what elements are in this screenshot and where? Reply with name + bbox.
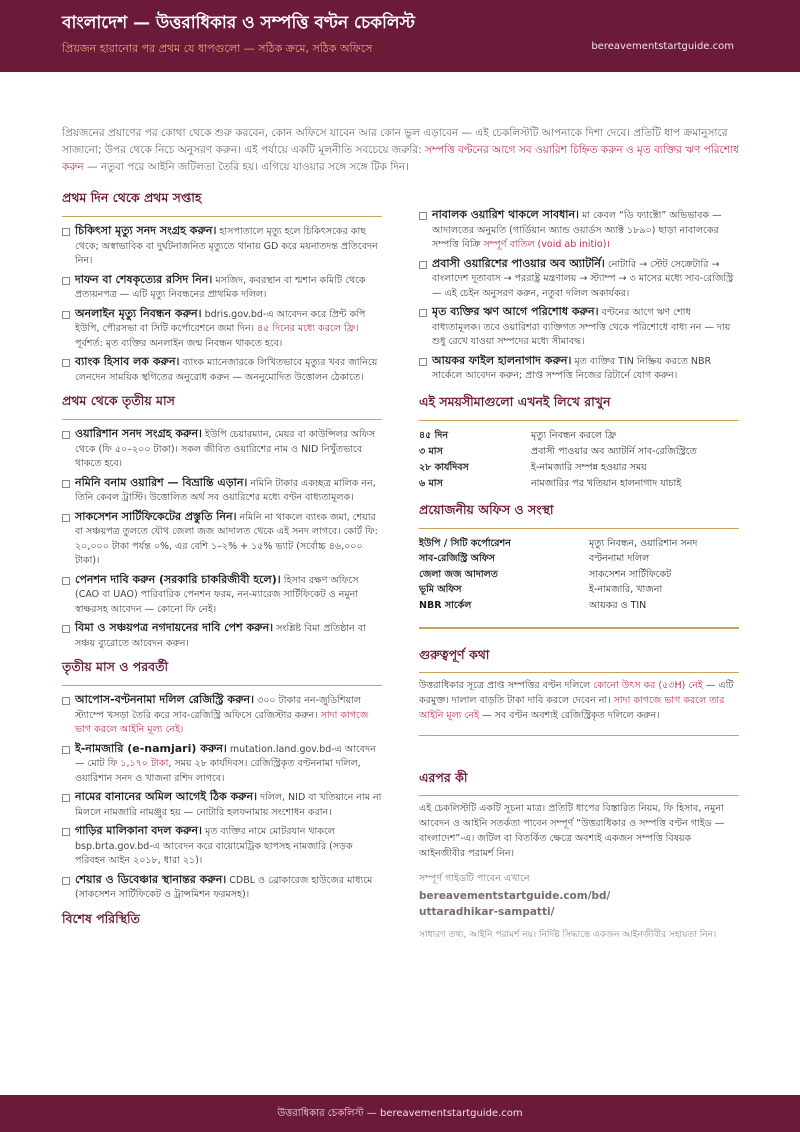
item-highlight: সম্পূর্ণ বাতিল (void ab initio)। (483, 239, 611, 250)
section-title-week1: প্রথম দিন থেকে প্রথম সপ্তাহ (62, 190, 382, 217)
checkbox[interactable] (62, 625, 70, 633)
note-highlight: কোনো উৎস কর (৫৩H) নেই (593, 679, 703, 691)
checkbox[interactable] (62, 514, 70, 522)
item-lead: বিমা ও সঞ্চয়পত্র নগদায়নের দাবি পেশ করুন। (75, 621, 274, 634)
checklist-item[interactable] (62, 873, 382, 903)
item-text: ৩০০ টাকার নন-জুডিশিয়াল স্ট্যাম্পে খসড়া তৈরি করে সাব-রেজিস্ট্রি অফিসে রেজিস্টার করুন। (75, 695, 361, 721)
checklist-item[interactable] (62, 824, 382, 869)
office-purpose: ই-নামজারি, খাজনা (589, 584, 663, 595)
checklist-item[interactable] (62, 510, 382, 569)
note-body (419, 678, 739, 723)
office-name: জেলা জজ আদালত (419, 568, 498, 580)
deadline-value: ই-নামজারি সম্পন্ন হওয়ার সময় (531, 461, 647, 473)
item-text: CDBL ও ব্রোকারেজ হাউজের মাধ্যমে (সাকসেশন সার্টিফিকেট ও ট্রান্সমিশন ফরমসহ)। (75, 874, 373, 900)
section-title-month1: প্রথম থেকে তৃতীয় মাস (62, 393, 382, 420)
office-row (419, 536, 739, 552)
checklist-item[interactable] (62, 355, 382, 385)
office-row (419, 551, 739, 567)
checklist-item[interactable] (62, 224, 382, 269)
item-text: mutation.land.gov.bd-এ আবেদন — মোট ফি (75, 743, 376, 769)
item-text: bdris.gov.bd-এ আবেদন করে প্রিন্ট কপি ইউপি, পৌরসভা বা সিটি কর্পোরেশনে জমা দিন। (75, 308, 366, 334)
item-lead: অনলাইন মৃত্যু নিবন্ধন করুন। (75, 306, 202, 320)
checkbox[interactable] (62, 431, 70, 439)
checkbox[interactable] (62, 311, 70, 319)
divider (419, 627, 739, 629)
item-lead: নামের বানানের অমিল আগেই ঠিক করুন। (75, 790, 258, 803)
office-purpose: মৃত্যু নিবন্ধন, ওয়ারিশান সনদ (589, 537, 698, 549)
item-highlight: সাদা কাগজে ভাগ করলে আইনি মূল্য নেই। (75, 709, 369, 735)
item-lead: ব্যাংক হিসাব লক করুন। (75, 355, 180, 368)
item-text: নমিনি টাকার একচ্ছত্র মালিক নন, তিনি কেবল ট্রাস্টি। উত্তোলিত অর্থ সব ওয়ারিশের মধ্যে বণ্টন বাধ্যতামূলক। (75, 477, 376, 503)
checklist-item[interactable] (419, 305, 739, 350)
office-name: NBR সার্কেল (419, 599, 472, 611)
after-body: এই চেকলিস্টটি একটি সূচনা মাত্র। প্রতিটি ধাপের বিস্তারিত নিয়ম, ফি হিসাব, নমুনা আবেদন ও আইনি সতর্কতা পাবেন সম্পূর্ণ “উত্তরাধিকার ও সম্পত্তি বণ্টন গাইড — বাংলাদেশ”-এ। জটিল বা বিতর্কিত ক্ষেত্রে অবশ্যই একজন সম্পত্তি বিষয়ক আইনজীবীর পরামর্শ নিন। (419, 803, 725, 859)
checklist-item[interactable] (62, 742, 382, 787)
footer-text: উত্তরাধিকার চেকলিস্ট — bereavementstartguide.com (277, 1108, 523, 1119)
item-text: মৃত ব্যক্তির TIN নিষ্ক্রিয় করতে NBR সার্কেলে আবেদন করুন; প্রাপ্ত সম্পত্তি নিজের রিটার্নে যোগ করুন। (432, 355, 712, 381)
item-text: মসজিদ, কবরস্থান বা শ্মশান কমিটি থেকে প্রত্যয়নপত্র — এটি মৃত্যু নিবন্ধনের প্রাথমিক দলিল। (75, 274, 366, 300)
checklist-item[interactable] (62, 693, 382, 738)
checkbox[interactable] (62, 359, 70, 367)
note-title: গুরুত্বপূর্ণ কথা (419, 647, 739, 673)
item-text: নোটারি → স্টেট সেক্রেটারি → বাংলাদেশ দূতাবাস → পররাষ্ট্র মন্ত্রণালয় → স্ট্যাম্প → ৩ মাসের মধ্যে সাব-রেজিস্ট্রি — এই চেইন অনুসরণ করুন, নতুবা দলিল অকার্যকর। (432, 258, 734, 299)
item-lead: আয়কর ফাইল হালনাগাদ করুন। (432, 353, 572, 367)
disclaimer: সাধারণ তথ্য, আইনি পরামর্শ নয়। নির্দিষ্ট সিদ্ধান্তে একজন আইনজীবীর সহায়তা নিন। (419, 930, 717, 940)
checklist-special (419, 208, 739, 384)
guide-link-lead: সম্পূর্ণ গাইডটি পাবেন এখানে (419, 873, 530, 884)
item-highlight: ১,১৭০ টাকা (120, 758, 169, 769)
deadline-value: প্রবাসী পাওয়ার অব অ্যাটর্নি সাব-রেজিস্ট্রিতে (531, 445, 697, 457)
item-text: হিসাব রক্ষণ অফিসে (CAO বা UAO) পারিবারিক পেনশন ফরম, নন-ম্যারেজ সার্টিফিকেট ও নমুনা স্বাক্ষরসহ আবেদন — কোনো ফি নেই। (75, 574, 359, 615)
item-text: মা কেবল “ডি ফ্যাক্টো” অভিভাবক — আদালতের অনুমতি (গার্ডিয়ান অ্যান্ড ওয়ার্ডস অ্যাক্ট ১৮৯০) ছাড়া নাবালকের সম্পত্তি বিক্রি (432, 210, 722, 250)
note-text: — এটি করমুক্ত। দালাল বাড়তি টাকা দাবি করলে দেবেন না। (419, 679, 734, 706)
item-lead: প্রবাসী ওয়ারিশের পাওয়ার অব অ্যাটর্নি। (432, 256, 605, 270)
item-lead: সাকসেশন সার্টিফিকেটের প্রস্তুতি নিন। (75, 509, 237, 523)
office-row (419, 567, 739, 583)
deadlines-table (419, 428, 739, 492)
page-title: বাংলাদেশ — উত্তরাধিকার ও সম্পত্তি বণ্টন চেকলিস্ট (62, 13, 415, 33)
after-title: এরপর কী (419, 770, 739, 796)
left-column (62, 190, 382, 944)
offices-title: প্রয়োজনীয় অফিস ও সংস্থা (419, 502, 739, 529)
right-column (419, 208, 739, 943)
note-text: উত্তরাধিকার সূত্রে প্রাপ্ত সম্পত্তির বণ্টন দলিলে (419, 679, 594, 691)
item-text: মৃত ব্যক্তির নামে মোটরযান থাকলে bsp.brta.gov.bd-এ আবেদন করে বায়োমেট্রিক ছাপসহ নামজারি (সড়ক পরিবহন আইন ২০১৮, ধারা ২১)। (75, 826, 353, 866)
note-highlight: সাদা কাগজে ভাগ করলে তার আইনি মূল্য নেই (419, 694, 725, 721)
checklist-item[interactable] (62, 427, 382, 472)
deadline-key: ৪৫ দিন (419, 429, 449, 441)
checklist-month3 (62, 693, 382, 903)
item-text: পূর্বশর্ত: মৃত ব্যক্তির অনলাইন জন্ম নিবন্ধন থাকতে হবে। (75, 337, 283, 349)
office-purpose: বণ্টননামা দলিল (589, 553, 650, 564)
office-name: ভূমি অফিস (419, 584, 462, 595)
checkbox[interactable] (62, 277, 70, 285)
checkbox[interactable] (419, 261, 427, 269)
checklist-item[interactable] (62, 790, 382, 820)
checklist-item[interactable] (419, 208, 739, 253)
item-lead: মৃত ব্যক্তির ঋণ আগে পরিশোধ করুন। (432, 305, 599, 318)
page-footer (0, 1095, 800, 1132)
checklist-item[interactable] (62, 273, 382, 303)
deadline-row (419, 428, 739, 444)
checkbox[interactable] (62, 877, 70, 885)
checkbox[interactable] (62, 697, 70, 705)
page-subtitle: প্রিয়জন হারানোর পর প্রথম যে ধাপগুলো — সঠিক ক্রমে, সঠিক অফিসে (62, 42, 373, 55)
checkbox[interactable] (419, 309, 427, 317)
item-lead: নমিনি বনাম ওয়ারিশ — বিভ্রান্তি এড়ান। (75, 475, 248, 489)
deadline-key: ২৮ কার্যদিবস (419, 461, 469, 473)
guide-link-line2[interactable]: uttaradhikar-sampatti/ (419, 906, 555, 918)
checklist-item[interactable] (62, 621, 382, 651)
item-lead: আপোস-বণ্টননামা দলিল রেজিস্ট্রি করুন। (75, 693, 255, 706)
checklist-item[interactable] (419, 257, 739, 302)
checkbox[interactable] (419, 212, 427, 220)
checkbox[interactable] (419, 358, 427, 366)
deadline-row (419, 476, 739, 492)
item-lead: শেয়ার ও ডিবেঞ্চার স্থানান্তর করুন। (75, 872, 227, 886)
checklist-item[interactable] (419, 354, 739, 384)
item-text: বণ্টনের আগে ঋণ শোধ বাধ্যতামূলক। তবে ওয়ারিশরা ব্যক্তিগত সম্পত্তি থেকে পরিশোধে বাধ্য নন — দায় শুধু রেখে যাওয়া সম্পদের মধ্যে সীমাবদ্ধ। (432, 307, 731, 347)
deadline-row (419, 460, 739, 476)
item-lead: ওয়ারিশান সনদ সংগ্রহ করুন। (75, 427, 202, 440)
offices-table (419, 536, 739, 614)
checklist-item[interactable] (62, 476, 382, 506)
deadline-value: নামজারির পর খতিয়ান হালনাগাদ যাচাই (531, 477, 682, 489)
checklist-week1 (62, 224, 382, 385)
office-purpose: আয়কর ও TIN (589, 599, 647, 611)
checkbox[interactable] (62, 480, 70, 488)
item-text: ব্যাংক ম্যানেজারকে লিখিতভাবে মৃত্যুর খবর জানিয়ে লেনদেন সাময়িক স্থগিতের অনুরোধ করুন — অননুমোদিত উত্তোলন ঠেকাতে। (75, 357, 378, 383)
item-lead: নাবালক ওয়ারিশ থাকলে সাবধান। (432, 208, 579, 221)
intro-paragraph (62, 125, 742, 176)
deadline-key: ৩ মাস (419, 445, 443, 457)
item-text: নমিনি না থাকলে ব্যাংক জমা, শেয়ার বা সঞ্চয়পত্র তুলতে যৌথ জেলা জজ আদালত থেকে এই সনদ লাগবে। কোর্ট ফি: ২০,০০০ টাকা পর্যন্ত ০%, এর বেশি ১–২% + ১৫% ভ্যাট (সর্বোচ্চ ৪৬,০০০ টাকা)। (75, 511, 378, 566)
checkbox[interactable] (62, 228, 70, 236)
office-purpose: সাকসেশন সার্টিফিকেট (589, 568, 672, 580)
item-text: ইউপি চেয়ারম্যান, মেয়র বা কাউন্সিলর অফিস থেকে (ফি ৫০–২০০ টাকা)। সকল জীবিত ওয়ারিশের নাম ও NID নিখুঁতভাবে থাকতে হবে। (75, 429, 376, 469)
item-lead: গাড়ির মালিকানা বদল করুন। (75, 824, 202, 837)
item-text: দলিল, NID বা খতিয়ানে নাম না মিললে নামজারি নামঞ্জুর হয় — নোটারি হলফনামায় সংশোধন করান। (75, 792, 382, 818)
office-row (419, 598, 739, 614)
checkbox[interactable] (62, 577, 70, 585)
deadline-key: ৬ মাস (419, 477, 443, 489)
deadline-value: মৃত্যু নিবন্ধন করলে ফ্রি (531, 429, 617, 441)
checkbox[interactable] (62, 746, 70, 754)
checkbox[interactable] (62, 794, 70, 802)
intro-text-end: — নতুবা পরে আইনি জটিলতা তৈরি হয়। এগিয়ে যাওয়ার সঙ্গে সঙ্গে টিক দিন। (83, 161, 409, 173)
guide-link-line1[interactable]: bereavementstartguide.com/bd/ (419, 890, 611, 902)
header-site-link[interactable]: bereavementstartguide.com (591, 41, 734, 52)
intro-text: প্রিয়জনের প্রয়াণের পর কোথা থেকে শুরু করবেন, কোন অফিসে যাবেন আর কোন ভুল এড়াবেন — এই চেকলিস্টটি আপনাকে দিশা দেবে। প্রতিটি ধাপ ক্রমানুসারে সাজানো; উপর থেকে নিচে অনুসরণ করুন। এই পর্যায়ে একটি মূলনীতি সবচেয়ে জরুরি: (62, 127, 728, 156)
checkbox[interactable] (62, 828, 70, 836)
office-name: ইউপি / সিটি কর্পোরেশন (419, 537, 511, 549)
checklist-item[interactable] (62, 307, 382, 352)
note-text: — সব বণ্টন অবশ্যই রেজিস্ট্রিকৃত দলিলে করুন। (479, 709, 660, 721)
page-header (0, 0, 800, 72)
office-row (419, 582, 739, 598)
item-text: সংশ্লিষ্ট বিমা প্রতিষ্ঠান বা সঞ্চয় ব্যুরোতে আবেদন করুন। (75, 623, 366, 649)
intro-highlight: সম্পত্তি বণ্টনের আগে সব ওয়ারিশ চিহ্নিত করুন ও মৃত ব্যক্তির ঋণ পরিশোধ করুন (62, 144, 739, 173)
deadlines-title: এই সময়সীমাগুলো এখনই লিখে রাখুন (419, 394, 739, 421)
item-text: , সময় ২৮ কার্যদিবস। রেজিস্ট্রিকৃত বণ্টননামা দলিল, ওয়ারিশান সনদ ও খাজনা রশিদ লাগবে। (75, 758, 361, 784)
checklist-item[interactable] (62, 573, 382, 618)
deadline-row (419, 444, 739, 460)
item-highlight: ৪৫ দিনের মধ্যে করলে ফ্রি। (257, 323, 359, 334)
divider (419, 735, 739, 737)
item-lead: ই-নামজারি (e-namjari) করুন। (75, 741, 227, 755)
checklist-month1 (62, 427, 382, 651)
item-text: হাসপাতালে মৃত্যু হলে চিকিৎসকের কাছ থেকে; অস্বাভাবিক বা দুর্ঘটনাজনিত মৃত্যুতে থানায় GD করে ময়নাতদন্ত প্রতিবেদন নিন। (75, 226, 378, 266)
item-lead: চিকিৎসা মৃত্যু সনদ সংগ্রহ করুন। (75, 224, 217, 237)
section-title-month3: তৃতীয় মাস ও পরবর্তী (62, 659, 382, 686)
item-lead: পেনশন দাবি করুন (সরকারি চাকরিজীবী হলে)। (75, 572, 281, 586)
section-title-special: বিশেষ পরিস্থিতি (62, 910, 140, 926)
item-lead: দাফন বা শেষকৃত্যের রসিদ নিন। (75, 272, 213, 286)
office-name: সাব-রেজিস্ট্রি অফিস (419, 553, 495, 564)
